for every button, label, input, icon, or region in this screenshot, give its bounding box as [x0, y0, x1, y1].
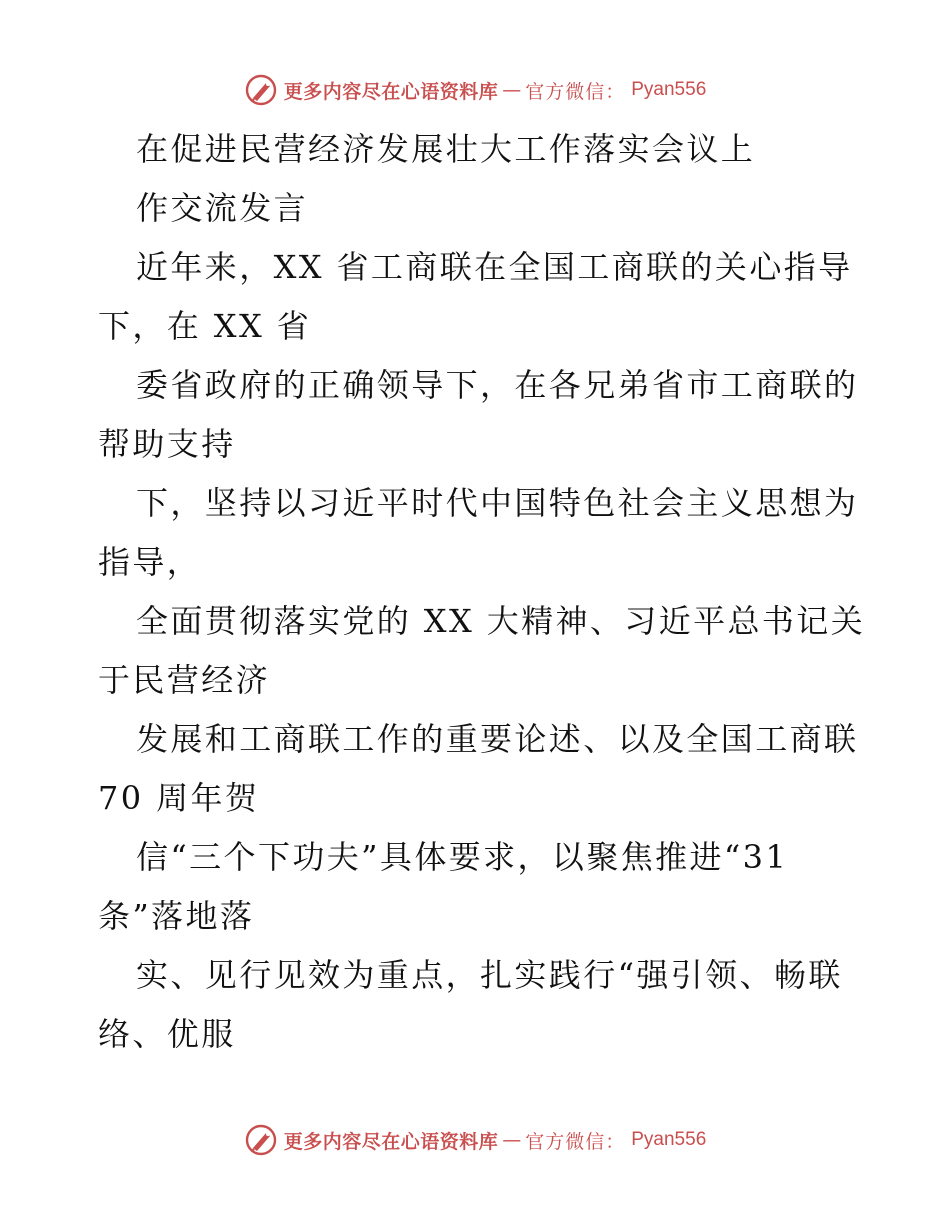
title-line-2: 作交流发言 [136, 189, 309, 227]
paragraph-line: 指导， [98, 543, 202, 581]
paragraph-line: 近年来，XX 省工商联在全国工商联的关心指导 [136, 248, 853, 286]
watermark-dash: — [502, 79, 522, 101]
paragraph-line: 委省政府的正确领导下，在各兄弟省市工商联的 [136, 366, 859, 404]
paragraph-line: 下，坚持以习近平时代中国特色社会主义思想为 [136, 484, 859, 522]
watermark-wechat-id: Pyan556 [631, 79, 707, 100]
paragraph-line: 全面贯彻落实党的 XX 大精神、习近平总书记关 [136, 602, 866, 640]
paragraph-line: 发展和工商联工作的重要论述、以及全国工商联 [136, 720, 859, 758]
header-watermark [0, 70, 950, 110]
document-body [98, 120, 866, 1064]
watermark-dash: — [502, 1129, 522, 1151]
paragraph-line: 络、优服 [98, 1015, 236, 1053]
paragraph-line: 条”落地落 [98, 897, 255, 935]
paragraph-line: 信“三个下功夫”具体要求，以聚焦推进“31 [136, 838, 789, 876]
paragraph-line: 下，在 XX 省 [98, 307, 312, 345]
title-line-1: 在促进民营经济发展壮大工作落实会议上 [136, 130, 756, 168]
watermark-wechat-id: Pyan556 [631, 1129, 707, 1150]
pen-logo-icon [244, 73, 278, 107]
watermark-text: 更多内容尽在心语资料库 [283, 80, 499, 103]
pen-logo-icon [244, 1123, 278, 1157]
watermark-wechat-label: 官方微信： [525, 1130, 626, 1153]
paragraph-line: 实、见行见效为重点，扎实践行“强引领、畅联 [136, 956, 843, 994]
watermark-text: 更多内容尽在心语资料库 [283, 1130, 499, 1153]
paragraph-line: 帮助支持 [98, 425, 236, 463]
paragraph-line: 于民营经济 [98, 661, 271, 699]
footer-watermark [0, 1120, 950, 1160]
watermark-wechat-label: 官方微信： [525, 80, 626, 103]
paragraph-line: 70 周年贺 [98, 779, 260, 817]
